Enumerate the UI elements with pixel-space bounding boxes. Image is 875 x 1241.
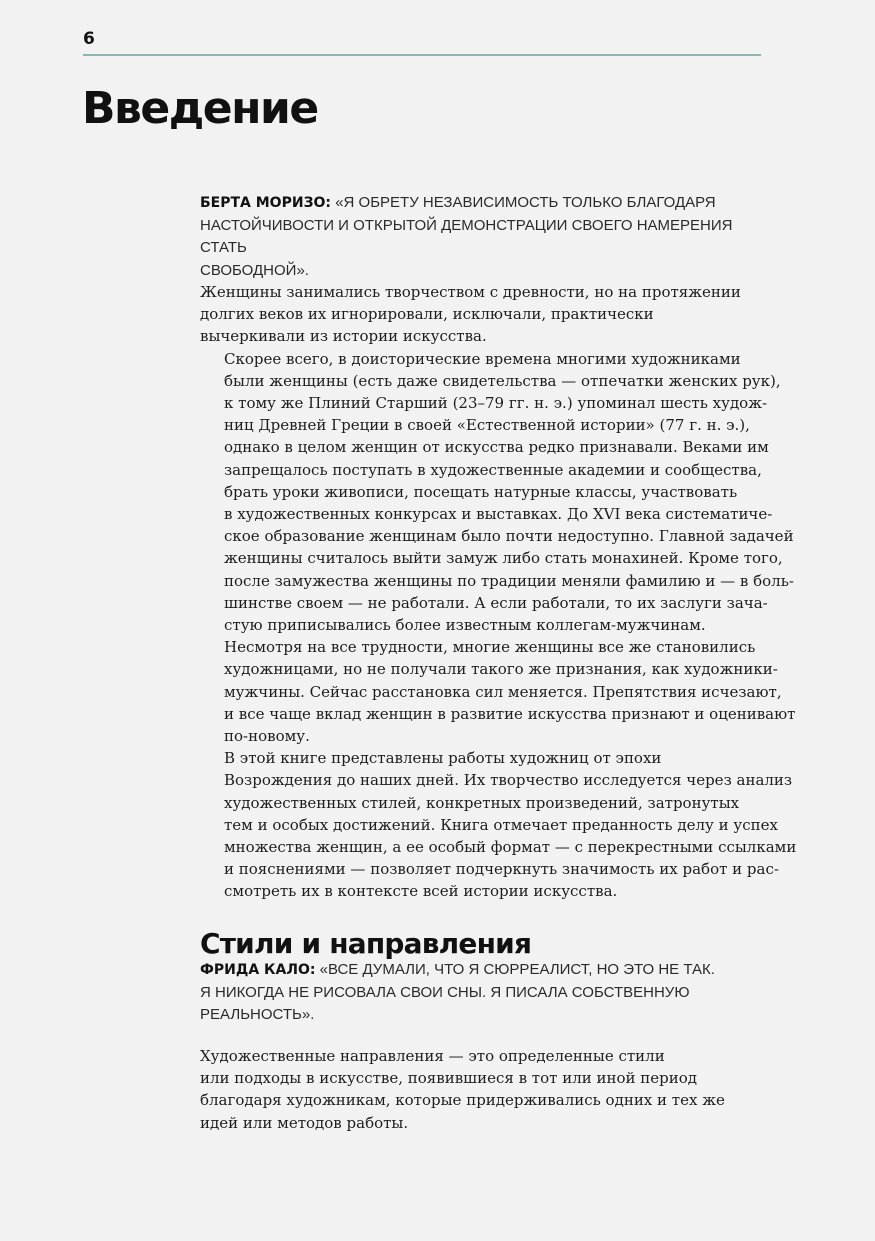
text-line: множества женщин, а ее особый формат — с перекрестными ссылками [224,838,797,857]
chapter-title: Введение [82,83,318,134]
text-line: по-новому. [224,727,310,746]
text-line: были женщины (есть даже свидетельства — отпечатки женских рук), [224,371,781,390]
section-title: Стили и направления [200,927,532,960]
text-line: смотреть их в контексте всей истории искусства. [224,882,618,901]
text-line: идей или методов работы. [200,1113,409,1132]
text-line: Скорее всего, в доисторические времена многими художниками [224,349,741,368]
text-line: ское образование женщинам было почти недоступно. Главной задачей [224,527,794,546]
text-line: к тому же Плиний Старший (23–79 гг. н. э.) упоминал шесть худож- [224,394,768,413]
text-line: брать уроки живописи, посещать натурные классы, участвовать [224,482,738,501]
text-line: благодаря художникам, которые придерживались одних и тех же [200,1091,725,1110]
quote-author: ФРИДА КАЛО: [200,962,316,978]
paragraph [200,747,797,902]
paragraph [200,636,796,747]
quote-line: НАСТОЙЧИВОСТИ И ОТКРЫТОЙ ДЕМОНСТРАЦИИ СВОЕГО НАМЕРЕНИЯ СТАТЬ [200,216,733,256]
quote-line: Я НИКОГДА НЕ РИСОВАЛА СВОИ СНЫ. Я ПИСАЛА СОБСТВЕННУЮ [200,983,690,1001]
quote-line: СВОБОДНОЙ». [200,261,309,279]
text-line: запрещалось поступать в художественные академии и сообщества, [224,460,762,479]
intro-body-text [200,281,797,903]
paragraph [200,1045,765,1134]
quote-author: БЕРТА МОРИЗО: [200,195,332,211]
text-line: или подходы в искусстве, появившиеся в тот или иной период [200,1069,698,1088]
quote-line: «Я ОБРЕТУ НЕЗАВИСИМОСТЬ ТОЛЬКО БЛАГОДАРЯ [335,194,716,211]
text-line: мужчины. Сейчас расстановка сил меняется. Препятствия исчезают, [224,682,782,701]
text-line: тем и особых достижений. Книга отмечает преданность делу и успех [224,815,778,834]
styles-body-text [200,1045,765,1134]
text-line: шинстве своем — не работали. А если работали, то их заслуги зача- [224,593,768,612]
text-line: в художественных конкурсах и выставках. До XVI века систематиче- [224,505,773,524]
page-number: 6 [83,29,95,49]
paragraph [200,348,794,637]
text-line: долгих веков их игнорировали, исключали, практически [200,305,654,324]
text-line: женщины считалось выйти замуж либо стать монахиней. Кроме того, [224,549,783,568]
text-line: после замужества женщины по традиции меняли фамилию и — в боль- [224,571,794,590]
text-line: Женщины занимались творчеством с древности, но на протяжении [200,283,741,301]
text-line: и все чаще вклад женщин в развитие искусства признают и оценивают [224,704,796,723]
text-line: ниц Древней Греции в своей «Естественной истории» (77 г. н. э.), [224,416,750,435]
text-line: однако в целом женщин от искусства редко признавали. Веками им [224,438,769,457]
text-line: и пояснениями — позволяет подчеркнуть значимость их работ и рас- [224,860,779,879]
quote-line: «ВСЕ ДУМАЛИ, ЧТО Я СЮРРЕАЛИСТ, НО ЭТО НЕ ТАК. [319,961,715,978]
text-line: Художественные направления — это определенные стили [200,1047,665,1065]
epigraph-quote-kahlo [200,959,765,1027]
text-line: стую приписывались более известным коллегам-мужчинам. [224,616,706,635]
paragraph [200,281,765,348]
text-line: Возрождения до наших дней. Их творчество исследуется через анализ [224,771,793,790]
header-divider [83,54,761,56]
quote-line: РЕАЛЬНОСТЬ». [200,1006,315,1023]
text-line: В этой книге представлены работы художниц от эпохи [224,749,662,768]
text-line: художницами, но не получали такого же признания, как художники- [224,660,778,679]
text-line: Несмотря на все трудности, многие женщины все же становились [224,638,756,657]
text-line: вычеркивали из истории искусства. [200,327,487,346]
text-line: художественных стилей, конкретных произведений, затронутых [224,793,740,812]
epigraph-quote-morisot [200,192,765,282]
